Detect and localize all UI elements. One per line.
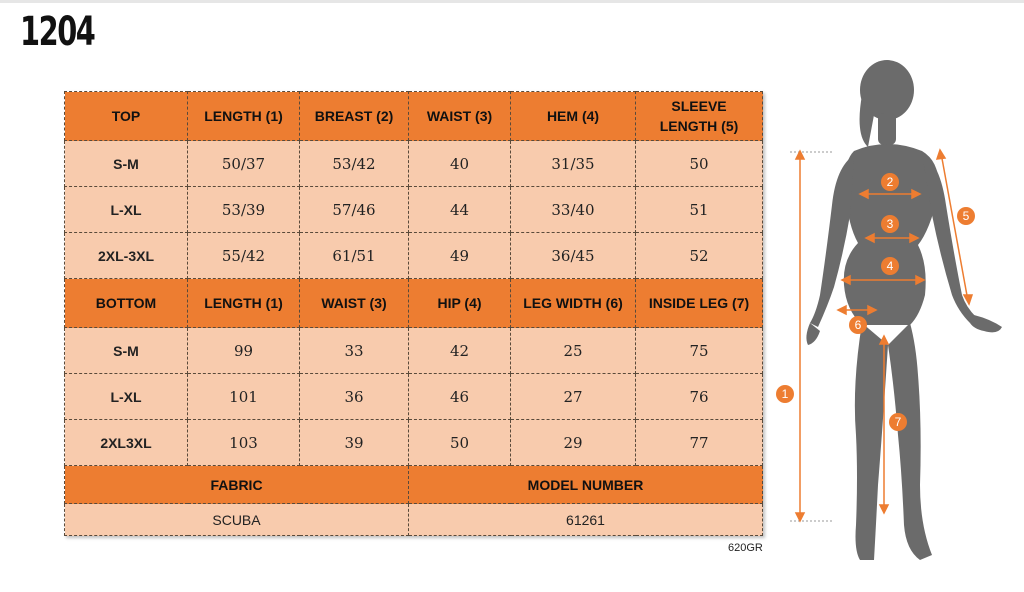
- header-cell: LENGTH (1): [188, 279, 300, 328]
- svg-text:3: 3: [886, 217, 894, 231]
- header-cell: HIP (4): [409, 279, 511, 328]
- marker-6: [849, 316, 867, 334]
- table-cell: 53/39: [188, 187, 300, 233]
- female-silhouette: [806, 60, 1002, 560]
- svg-text:4: 4: [886, 259, 894, 273]
- size-label: S-M: [65, 141, 188, 187]
- table-cell: 50: [636, 141, 763, 187]
- marker-3: [881, 215, 899, 233]
- table-cell: 52: [636, 233, 763, 279]
- size-label: 2XL3XL: [65, 420, 188, 466]
- top-divider: [0, 0, 1024, 3]
- table-cell: 76: [636, 374, 763, 420]
- marker-4: [881, 257, 899, 275]
- bottom-header-row: [65, 279, 763, 328]
- header-cell: TOP: [65, 92, 188, 141]
- table-row: [65, 374, 763, 420]
- model-number-value: 61261: [409, 504, 763, 536]
- body-measurement-figure: [770, 55, 1020, 570]
- size-label: L-XL: [65, 374, 188, 420]
- svg-text:5: 5: [962, 209, 970, 223]
- size-chart-table: [64, 91, 763, 536]
- header-cell: WAIST (3): [300, 279, 409, 328]
- table-cell: 40: [409, 141, 511, 187]
- table-cell: 75: [636, 328, 763, 374]
- table-row: [65, 328, 763, 374]
- table-cell: 51: [636, 187, 763, 233]
- table-cell: 50/37: [188, 141, 300, 187]
- table-cell: 77: [636, 420, 763, 466]
- table-cell: 50: [409, 420, 511, 466]
- table-cell: 57/46: [300, 187, 409, 233]
- table-cell: 29: [511, 420, 636, 466]
- header-cell: LENGTH (1): [188, 92, 300, 141]
- table-row: [65, 141, 763, 187]
- marker-1: [776, 385, 794, 403]
- table-cell: 49: [409, 233, 511, 279]
- model-number-label: MODEL NUMBER: [409, 466, 763, 504]
- table-cell: 53/42: [300, 141, 409, 187]
- top-header-row: [65, 92, 763, 141]
- table-row: [65, 420, 763, 466]
- size-label: L-XL: [65, 187, 188, 233]
- marker-7: [889, 413, 907, 431]
- table-cell: 36: [300, 374, 409, 420]
- table-row: [65, 233, 763, 279]
- svg-text:7: 7: [894, 415, 902, 429]
- table-cell: 36/45: [511, 233, 636, 279]
- header-cell: HEM (4): [511, 92, 636, 141]
- svg-text:1: 1: [781, 387, 789, 401]
- size-label: S-M: [65, 328, 188, 374]
- svg-text:2: 2: [886, 175, 894, 189]
- table-cell: 99: [188, 328, 300, 374]
- header-cell: WAIST (3): [409, 92, 511, 141]
- table-cell: 39: [300, 420, 409, 466]
- header-cell: LEG WIDTH (6): [511, 279, 636, 328]
- size-label: 2XL-3XL: [65, 233, 188, 279]
- table-cell: 103: [188, 420, 300, 466]
- table-cell: 25: [511, 328, 636, 374]
- table-cell: 101: [188, 374, 300, 420]
- marker-2: [881, 173, 899, 191]
- header-cell: BREAST (2): [300, 92, 409, 141]
- table-cell: 33/40: [511, 187, 636, 233]
- table-cell: 44: [409, 187, 511, 233]
- product-code: 1204: [20, 9, 95, 55]
- svg-text:6: 6: [854, 318, 862, 332]
- header-cell: SLEEVE LENGTH (5): [636, 92, 763, 141]
- table-cell: 42: [409, 328, 511, 374]
- table-cell: 27: [511, 374, 636, 420]
- reference-code: 620GR: [728, 542, 763, 554]
- table-cell: 55/42: [188, 233, 300, 279]
- fabric-value: SCUBA: [65, 504, 409, 536]
- marker-5: [957, 207, 975, 225]
- fabric-header-row: [65, 466, 763, 504]
- header-cell: BOTTOM: [65, 279, 188, 328]
- table-cell: 33: [300, 328, 409, 374]
- table-cell: 61/51: [300, 233, 409, 279]
- table-cell: 31/35: [511, 141, 636, 187]
- table-row: [65, 187, 763, 233]
- header-cell: INSIDE LEG (7): [636, 279, 763, 328]
- fabric-value-row: [65, 504, 763, 536]
- fabric-label: FABRIC: [65, 466, 409, 504]
- table-cell: 46: [409, 374, 511, 420]
